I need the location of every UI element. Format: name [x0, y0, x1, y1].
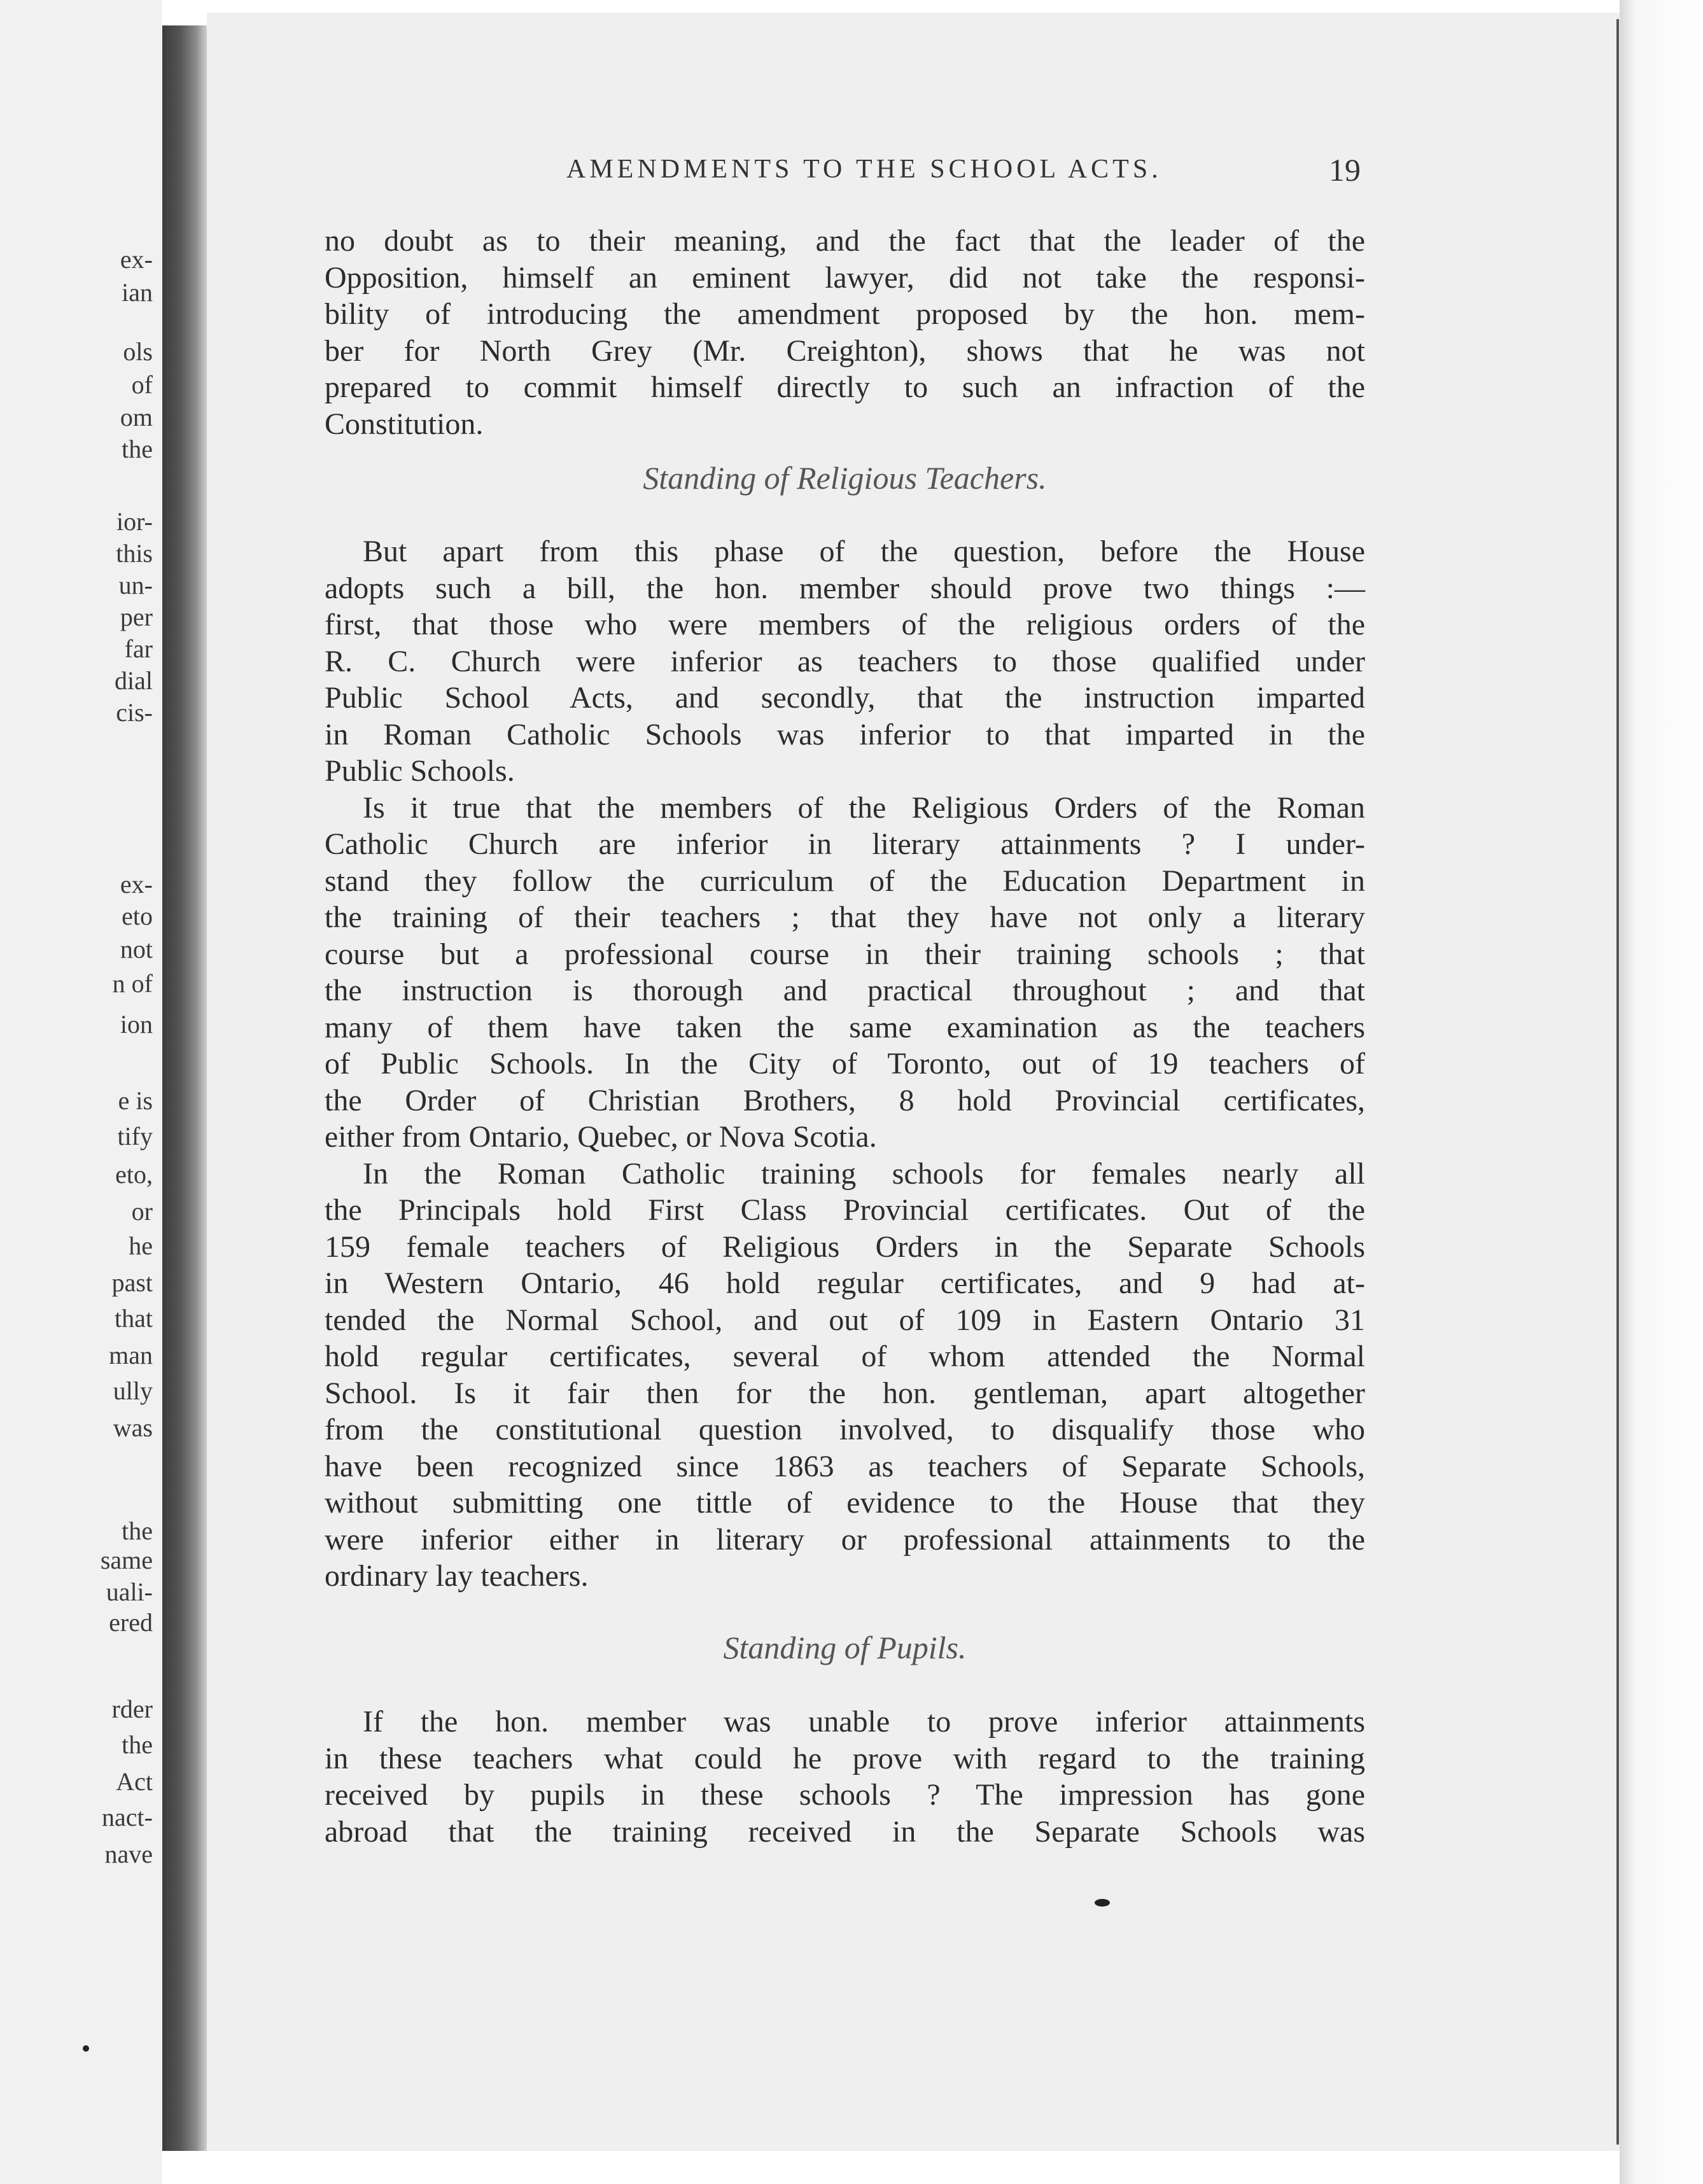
text-line: Public School Acts, and secondly, that the instruction imparted [325, 681, 1365, 715]
left-page-fragment: this [116, 539, 153, 568]
paragraph-block-3 [325, 1704, 1365, 1850]
left-page-fragment: same [100, 1546, 153, 1574]
left-page-fragment: nave [104, 1840, 153, 1868]
left-page-fragment: far [124, 634, 153, 663]
text-line: were inferior either in literary or professional attainments to the [325, 1522, 1365, 1557]
book-gutter [162, 25, 207, 2151]
left-page-fragment: of [131, 370, 153, 399]
left-page-fragment: the [122, 435, 153, 463]
left-page-fragment: ols [123, 337, 153, 366]
page-edge-line [1616, 19, 1619, 2145]
left-page-fragment: was [113, 1413, 153, 1442]
text-line: no doubt as to their meaning, and the fact that the leader of the [325, 224, 1365, 258]
text-line: In the Roman Catholic training schools for females nearly all [363, 1156, 1365, 1191]
text-line: the training of their teachers ; that they have not only a literary [325, 900, 1365, 934]
left-page-fragment: ered [109, 1608, 153, 1637]
text-line: prepared to commit himself directly to such an infraction of the [325, 370, 1365, 404]
text-line: R. C. Church were inferior as teachers to those qualified under [325, 644, 1365, 678]
left-page-fragment: nact- [102, 1803, 153, 1831]
text-line: course but a professional course in their training schools ; that [325, 937, 1365, 971]
left-page-fragment: ior- [116, 507, 153, 536]
left-page-fragment: that [115, 1304, 153, 1333]
left-page-text-fragments [0, 0, 159, 2184]
text-line: Constitution. [325, 407, 484, 441]
text-line: tended the Normal School, and out of 109 in Eastern Ontario 31 [325, 1303, 1365, 1337]
left-facing-page [0, 0, 162, 2184]
left-page-fragment: om [120, 403, 153, 431]
text-line: many of them have taken the same examination as the teachers [325, 1010, 1365, 1044]
page-edge [1620, 0, 1703, 2184]
text-line: first, that those who were members of the religious orders of the [325, 608, 1365, 641]
text-line: the Principals hold First Class Provincial certificates. Out of the [325, 1193, 1365, 1227]
text-line: stand they follow the curriculum of the Education Department in [325, 864, 1365, 898]
text-line: the Order of Christian Brothers, 8 hold Provincial certificates, [325, 1083, 1365, 1117]
text-line: ber for North Grey (Mr. Creighton), shows that he was not [325, 333, 1365, 368]
left-page-fragment: eto, [115, 1160, 153, 1189]
left-page-fragment: un- [118, 571, 153, 599]
text-line: received by pupils in these schools ? The impression has gone [325, 1778, 1365, 1812]
left-page-fragment: uali- [106, 1578, 153, 1606]
text-line: Opposition, himself an eminent lawyer, did not take the responsi- [325, 260, 1365, 295]
text-line: abroad that the training received in the Separate Schools was [325, 1814, 1365, 1849]
text-line: 159 female teachers of Religious Orders in the Separate Schools [325, 1229, 1365, 1264]
paragraph-block-2 [325, 533, 1365, 1595]
left-page-fragment: cis- [116, 698, 153, 727]
text-line: But apart from this phase of the question, before the House [363, 535, 1365, 568]
left-page-fragment: not [120, 935, 153, 963]
ink-speck [1095, 1899, 1110, 1907]
left-page-fragment: ian [122, 278, 153, 307]
left-page-fragment: the [122, 1516, 153, 1545]
left-page-fragment: e is [118, 1086, 153, 1115]
text-line: Is it true that the members of the Religious Orders of the Roman [363, 790, 1365, 825]
text-line: hold regular certificates, several of whom attended the Normal [325, 1340, 1365, 1373]
text-line: If the hon. member was unable to prove inferior attainments [363, 1705, 1365, 1739]
section-heading-religious-teachers: Standing of Religious Teachers. [643, 460, 1047, 496]
text-line: in Roman Catholic Schools was inferior to that imparted in the [325, 717, 1365, 752]
text-line: without submitting one tittle of evidence to the House that they [325, 1486, 1365, 1520]
text-line: ordinary lay teachers. [325, 1559, 589, 1593]
left-page-fragment: per [120, 603, 153, 631]
left-page-fragment: rder [111, 1695, 153, 1723]
text-line: Catholic Church are inferior in literary attainments ? I under- [325, 827, 1365, 861]
text-line: in these teachers what could he prove with regard to the training [325, 1741, 1365, 1775]
page-number: 19 [1329, 152, 1361, 188]
text-line: from the constitutional question involved, to disqualify those who [325, 1413, 1365, 1446]
left-page-fragment: ully [113, 1376, 153, 1405]
left-page-fragment: or [131, 1197, 153, 1226]
text-line: have been recognized since 1863 as teachers of Separate Schools, [325, 1449, 1365, 1483]
text-line: adopts such a bill, the hon. member should prove two things :— [325, 571, 1365, 605]
left-page-fragment: past [111, 1268, 153, 1297]
left-page-fragment: dial [115, 666, 153, 695]
left-page-fragment: Act [116, 1767, 153, 1796]
left-page-fragment: the [122, 1730, 153, 1759]
left-page-fragment: eto [122, 902, 153, 930]
text-line: of Public Schools. In the City of Toronto, out of 19 teachers of [325, 1047, 1365, 1081]
text-line: School. Is it fair then for the hon. gentleman, apart altogether [325, 1376, 1365, 1410]
text-line: either from Ontario, Quebec, or Nova Scotia. [325, 1120, 877, 1154]
text-line: the instruction is thorough and practical throughout ; and that [325, 974, 1365, 1007]
left-page-fragment: n of [112, 969, 153, 998]
left-page-fragment: man [109, 1341, 153, 1369]
text-line: in Western Ontario, 46 hold regular certificates, and 9 had at- [325, 1266, 1365, 1300]
running-head: AMENDMENTS TO THE SCHOOL ACTS. [566, 155, 1162, 184]
left-page-fragment: he [129, 1231, 153, 1260]
section-heading-pupils: Standing of Pupils. [723, 1630, 967, 1665]
text-line: Public Schools. [325, 754, 515, 788]
left-page-fragment: ex- [120, 870, 153, 899]
text-line: bility of introducing the amendment proposed by the hon. mem- [325, 297, 1365, 331]
left-page-fragment: tify [117, 1122, 153, 1151]
left-page-fragment: ex- [120, 245, 153, 274]
left-page-fragment: ion [120, 1010, 153, 1039]
paragraph-block-1 [325, 223, 1365, 442]
ink-speck [83, 2045, 89, 2052]
